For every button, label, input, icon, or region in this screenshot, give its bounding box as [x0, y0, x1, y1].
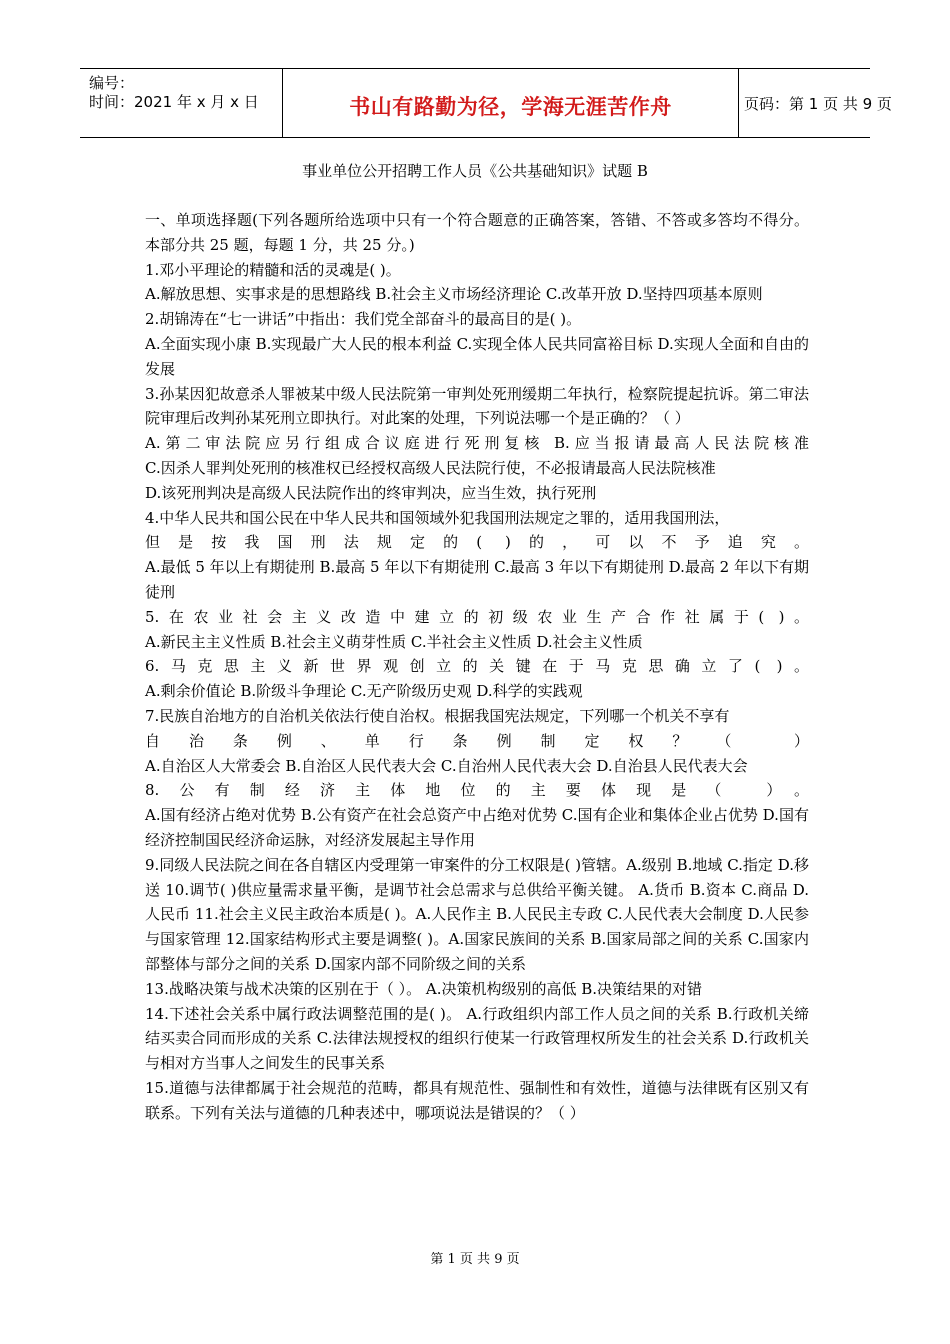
question-7-line-2: 自治条例、单行条例制定权？（ ） — [145, 731, 809, 750]
question-4-line-1: 4.中华人民共和国公民在中华人民共和国领域外犯我国刑法规定之罪的，适用我国刑法， — [145, 508, 730, 527]
exam-body — [145, 208, 809, 1125]
section-instruction: 一、单项选择题(下列各题所给选项中只有一个符合题意的正确答案，答错、不答或多答均不得分。本部分共 25 题，每题 1 分，共 25 分。) — [145, 211, 809, 254]
question-3-option-d: D.该死刑判决是高级人民法院作出的终审判决，应当生效，执行死刑 — [145, 483, 597, 502]
question-4-options: A.最低 5 年以上有期徒刑 B.最高 5 年以下有期徒刑 C.最高 3 年以下有期徒刑 D.最高 2 年以下有期徒刑 — [145, 558, 809, 601]
question-1: 1.邓小平理论的精髓和活的灵魂是( )。 — [145, 260, 401, 279]
document-time-label: 时间：2021 年 x 月 x 日 — [89, 93, 259, 111]
question-13: 13.战略决策与战术决策的区别在于（ ）。 A.决策机构级别的高低 B.决策结果的对错 — [145, 979, 703, 998]
header-page-cell — [737, 69, 892, 137]
question-1-options: A.解放思想、实事求是的思想路线 B.社会主义市场经济理论 C.改革开放 D.坚持四项基本原则 — [145, 285, 763, 304]
question-15: 15.道德与法律都属于社会规范的范畴，都具有规范性、强制性和有效性，道德与法律既有区别又有联系。下列有关法与道德的几种表述中，哪项说法是错误的？（ ） — [145, 1078, 809, 1122]
motto-text: 书山有路勤为径，学海无涯苦作舟 — [349, 95, 672, 119]
question-14: 14.下述社会关系中属行政法调整范围的是( )。 A.行政组织内部工作人员之间的关系 B.行政机关缔结买卖合同而形成的关系 C.法律法规授权的组织行使某一行政管理权所发生的社会关系 D.行政机关与相对方当事人之间发生的民事关系 — [145, 1004, 809, 1073]
question-2-options: A.全面实现小康 B.实现最广大人民的根本利益 C.实现全体人民共同富裕目标 D.实现人全面和自由的发展 — [145, 334, 809, 378]
question-4-line-2: 但是按我国刑法规定的( )的，可以不予追究。 — [145, 533, 809, 552]
question-7-options: A.自治区人大常委会 B.自治区人民代表大会 C.自治州人民代表大会 D.自治县人民代表大会 — [145, 756, 748, 775]
question-7-line-1: 7.民族自治地方的自治机关依法行使自治权。根据我国宪法规定，下列哪一个机关不享有 — [145, 706, 730, 725]
question-8: 8.公有制经济主体地位的主要体现是（ ）。 — [145, 781, 809, 800]
header-motto-cell — [282, 69, 739, 137]
question-5-options: A.新民主主义性质 B.社会主义萌芽性质 C.半社会主义性质 D.社会主义性质 — [145, 632, 643, 651]
header-page-number: 页码：第 1 页 共 9 页 — [744, 95, 892, 113]
document-number-label: 编号： — [89, 74, 135, 92]
question-5: 5.在农业社会主义改造中建立的初级农业生产合作社属于( )。 — [145, 607, 809, 626]
page-footer: 第 1 页 共 9 页 — [430, 1252, 520, 1267]
question-6-options: A.剩余价值论 B.阶级斗争理论 C.无产阶级历史观 D.科学的实践观 — [145, 682, 583, 701]
question-2: 2.胡锦涛在“七一讲话”中指出：我们党全部奋斗的最高目的是( )。 — [145, 310, 582, 329]
questions-9-to-12: 9.同级人民法院之间在各自辖区内受理第一审案件的分工权限是( )管辖。A.级别 B.地域 C.指定 D.移送 10.调节( )供应量需求量平衡，是调节社会总需求与总供给平衡关键。 A.货币 B.资本 C.商品 D.人民币 11.社会主义民主政治本质是( )。A.人民作主 B.人民民主专政 C.人民代表大会制度 D.人民参与国家管理 12.国家结构形式主要是调整( )。A.国家民族间的关系 B.国家局部之间的关系 C.国家内部整体与部分之间的关系 D.国家内部不同阶级之间的关系 — [145, 855, 809, 973]
document-title: 事业单位公开招聘工作人员《公共基础知识》试题 B — [302, 162, 648, 180]
question-3-option-c: C.因杀人罪判处死刑的核准权已经授权高级人民法院行使，不必报请最高人民法院核准 — [145, 458, 716, 477]
question-6: 6.马克思主义新世界观创立的关键在于马克思确立了( )。 — [145, 657, 809, 676]
question-3-options-ab: A.第二审法院应另行组成合议庭进行死刑复核 B.应当报请最高人民法院核准 — [145, 434, 809, 453]
question-3: 3.孙某因犯故意杀人罪被某中级人民法院第一审判处死刑缓期二年执行，检察院提起抗诉。第二审法院审理后改判孙某死刑立即执行。对此案的处理，下列说法哪一个是正确的？（ ） — [145, 384, 809, 428]
header-info-cell — [80, 69, 282, 137]
question-8-options: A.国有经济占绝对优势 B.公有资产在社会总资产中占绝对优势 C.国有企业和集体企业占优势 D.国有经济控制国民经济命运脉，对经济发展起主导作用 — [145, 806, 809, 849]
header-table — [80, 68, 892, 138]
